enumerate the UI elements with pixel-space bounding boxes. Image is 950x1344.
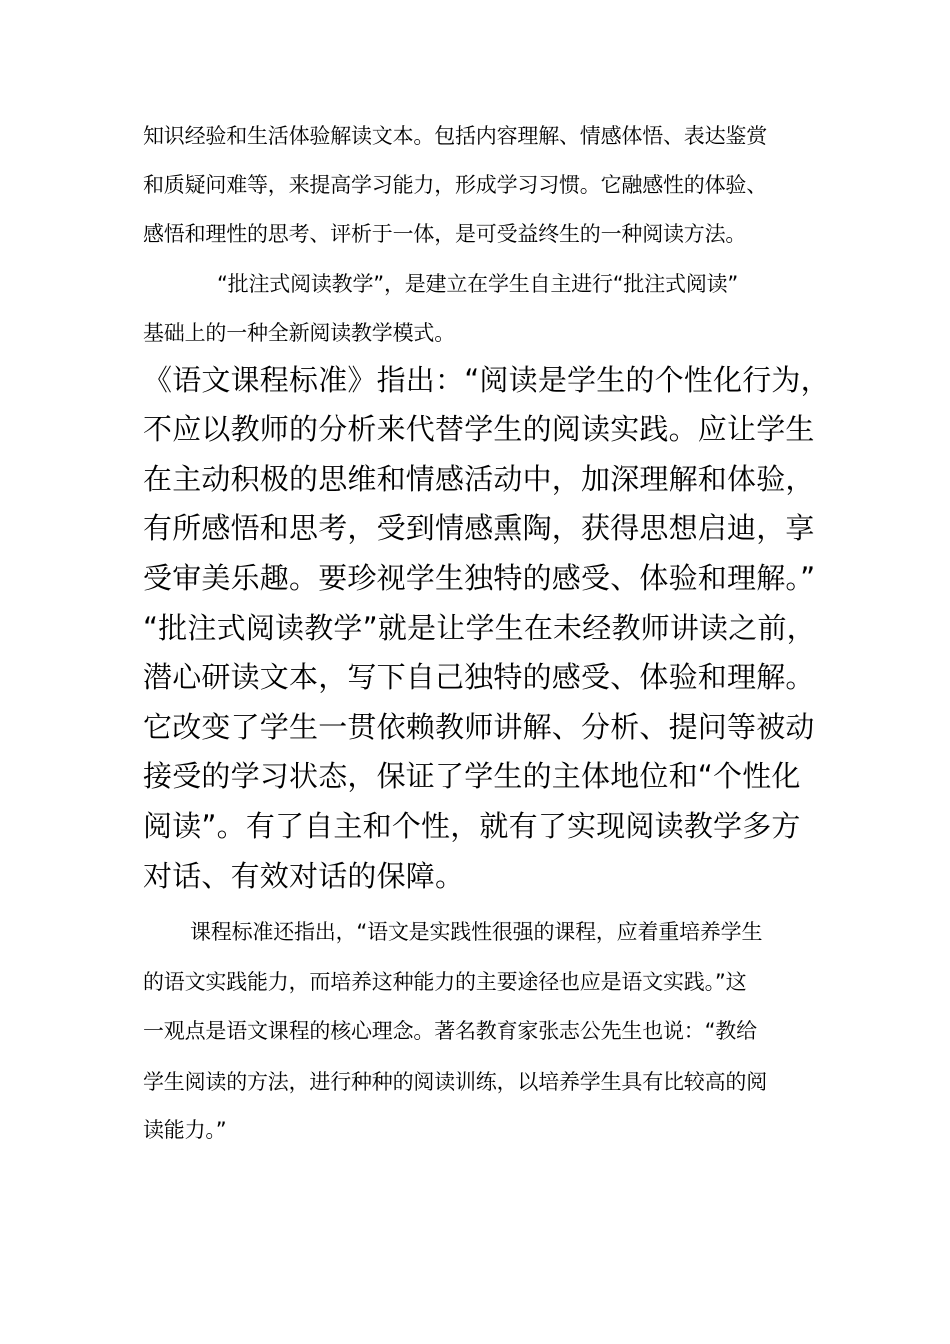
paragraph-4-line-3: 一观点是语文课程的核心理念。著名教育家张志公先生也说：“教给 xyxy=(143,1019,757,1043)
paragraph-4-line-2: 的语文实践能力，而培养这种能力的主要途径也应是语文实践。”这 xyxy=(143,970,747,994)
paragraph-2-line-1: “批注式阅读教学”，是建立在学生自主进行“批注式阅读” xyxy=(217,272,739,296)
paragraph-3-line-11: 对话、有效对话的保障。 xyxy=(143,859,465,893)
paragraph-4-line-4: 学生阅读的方法，进行种种的阅读训练，以培养学生具有比较高的阅 xyxy=(143,1070,767,1094)
paragraph-3-line-10: 阅读”。有了自主和个性，就有了实现阅读教学多方 xyxy=(143,809,801,843)
paragraph-4-line-1: 课程标准还指出，“语文是实践性很强的课程，应着重培养学生 xyxy=(190,920,763,944)
paragraph-3-line-5: 受审美乐趣。要珍视学生独特的感受、体验和理解。” xyxy=(143,561,816,595)
paragraph-3-line-1: 《语文课程标准》指出：“阅读是学生的个性化行为， xyxy=(143,363,830,397)
paragraph-3-line-8: 它改变了学生一贯依赖教师讲解、分析、提问等被动 xyxy=(143,710,815,744)
paragraph-3-line-3: 在主动积极的思维和情感活动中，加深理解和体验， xyxy=(143,462,815,496)
paragraph-3-line-7: 潜心研读文本，写下自己独特的感受、体验和理解。 xyxy=(143,660,815,694)
paragraph-1-line-1: 知识经验和生活体验解读文本。包括内容理解、情感体悟、表达鉴赏 xyxy=(143,124,767,148)
paragraph-3-line-6: “批注式阅读教学”就是让学生在未经教师讲读之前， xyxy=(143,611,816,645)
paragraph-3-line-2: 不应以教师的分析来代替学生的阅读实践。应让学生 xyxy=(143,412,815,446)
paragraph-4-line-5: 读能力。” xyxy=(143,1118,227,1142)
paragraph-3-line-9: 接受的学习状态，保证了学生的主体地位和“个性化 xyxy=(143,759,801,793)
paragraph-1-line-3: 感悟和理性的思考、评析于一体，是可受益终生的一种阅读方法。 xyxy=(143,222,747,246)
paragraph-1-line-2: 和质疑问难等，来提高学习能力，形成学习习惯。它融感性的体验、 xyxy=(143,173,767,197)
paragraph-3-line-4: 有所感悟和思考，受到情感熏陶，获得思想启迪，享 xyxy=(143,511,815,545)
paragraph-2-line-2: 基础上的一种全新阅读教学模式。 xyxy=(143,321,455,345)
